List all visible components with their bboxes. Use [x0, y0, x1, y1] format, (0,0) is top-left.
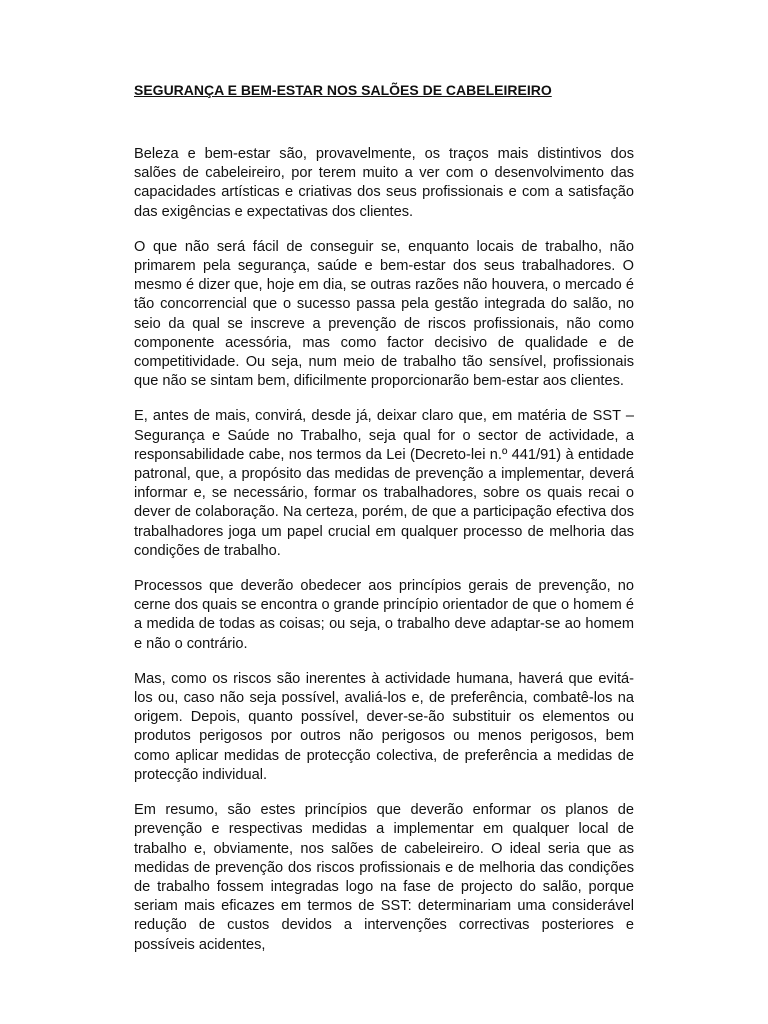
paragraph-4: Processos que deverão obedecer aos princípios gerais de prevenção, no cerne dos quais se encontra o grande princípio orientador de que o homem é a medida de todas as coisas; ou seja, o trabalho deve adaptar-se ao homem e não o contrário. — [134, 578, 634, 652]
document-page — [134, 80, 634, 953]
paragraph-5: Mas, como os riscos são inerentes à actividade humana, haverá que evitá-los ou, caso não seja possível, avaliá-los e, de preferência, combatê-los na origem. Depois, quanto possível, dever-se-ão substituir os elementos ou produtos perigosos por outros não perigosos ou menos perigosos, bem como aplicar medidas de protecção colectiva, de preferência a medidas de protecção individual. — [134, 670, 634, 783]
paragraph-6: Em resumo, são estes princípios que deverão enformar os planos de prevenção e respectivas medidas a implementar em qualquer local de trabalho e, obviamente, nos salões de cabeleireiro. O ideal seria que as medidas de prevenção dos riscos profissionais e de melhoria das condições de trabalho fossem integradas logo na fase de projecto do salão, porque seriam mais eficazes em termos de SST: determinariam uma considerável redução de custos devidos a intervenções correctivas posteriores e possíveis acidentes, — [134, 802, 634, 953]
paragraph-3: E, antes de mais, convirá, desde já, deixar claro que, em matéria de SST – Segurança e Saúde no Trabalho, seja qual for o sector de actividade, a responsabilidade cabe, nos termos da Lei (Decreto-lei n.º 441/91) à entidade patronal, que, a propósito das medidas de prevenção a implementar, deverá informar e, se necessário, formar os trabalhadores, sobre os quais recai o dever de colaboração. Na certeza, porém, de que a participação efectiva dos trabalhadores joga um papel crucial em qualquer processo de melhoria das condições de trabalho. — [134, 408, 634, 559]
paragraph-1: Beleza e bem-estar são, provavelmente, os traços mais distintivos dos salões de cabeleireiro, por terem muito a ver com o desenvolvimento das capacidades artísticas e criativas dos seus profissionais e com a satisfação das exigências e expectativas dos clientes. — [134, 146, 634, 220]
document-title: SEGURANÇA E BEM-ESTAR NOS SALÕES DE CABELEIREIRO — [134, 82, 552, 98]
paragraph-2: O que não será fácil de conseguir se, enquanto locais de trabalho, não primarem pela segurança, saúde e bem-estar dos seus trabalhadores. O mesmo é dizer que, hoje em dia, se outras razões não houvera, o mercado é tão concorrencial que o sucesso passa pela gestão integrada do salão, no seio da qual se inscreve a prevenção de riscos profissionais, não como componente acessória, mas como factor decisivo de qualidade e de competitividade. Ou seja, num meio de trabalho tão sensível, profissionais que não se sintam bem, dificilmente proporcionarão bem-estar aos clientes. — [134, 238, 634, 390]
